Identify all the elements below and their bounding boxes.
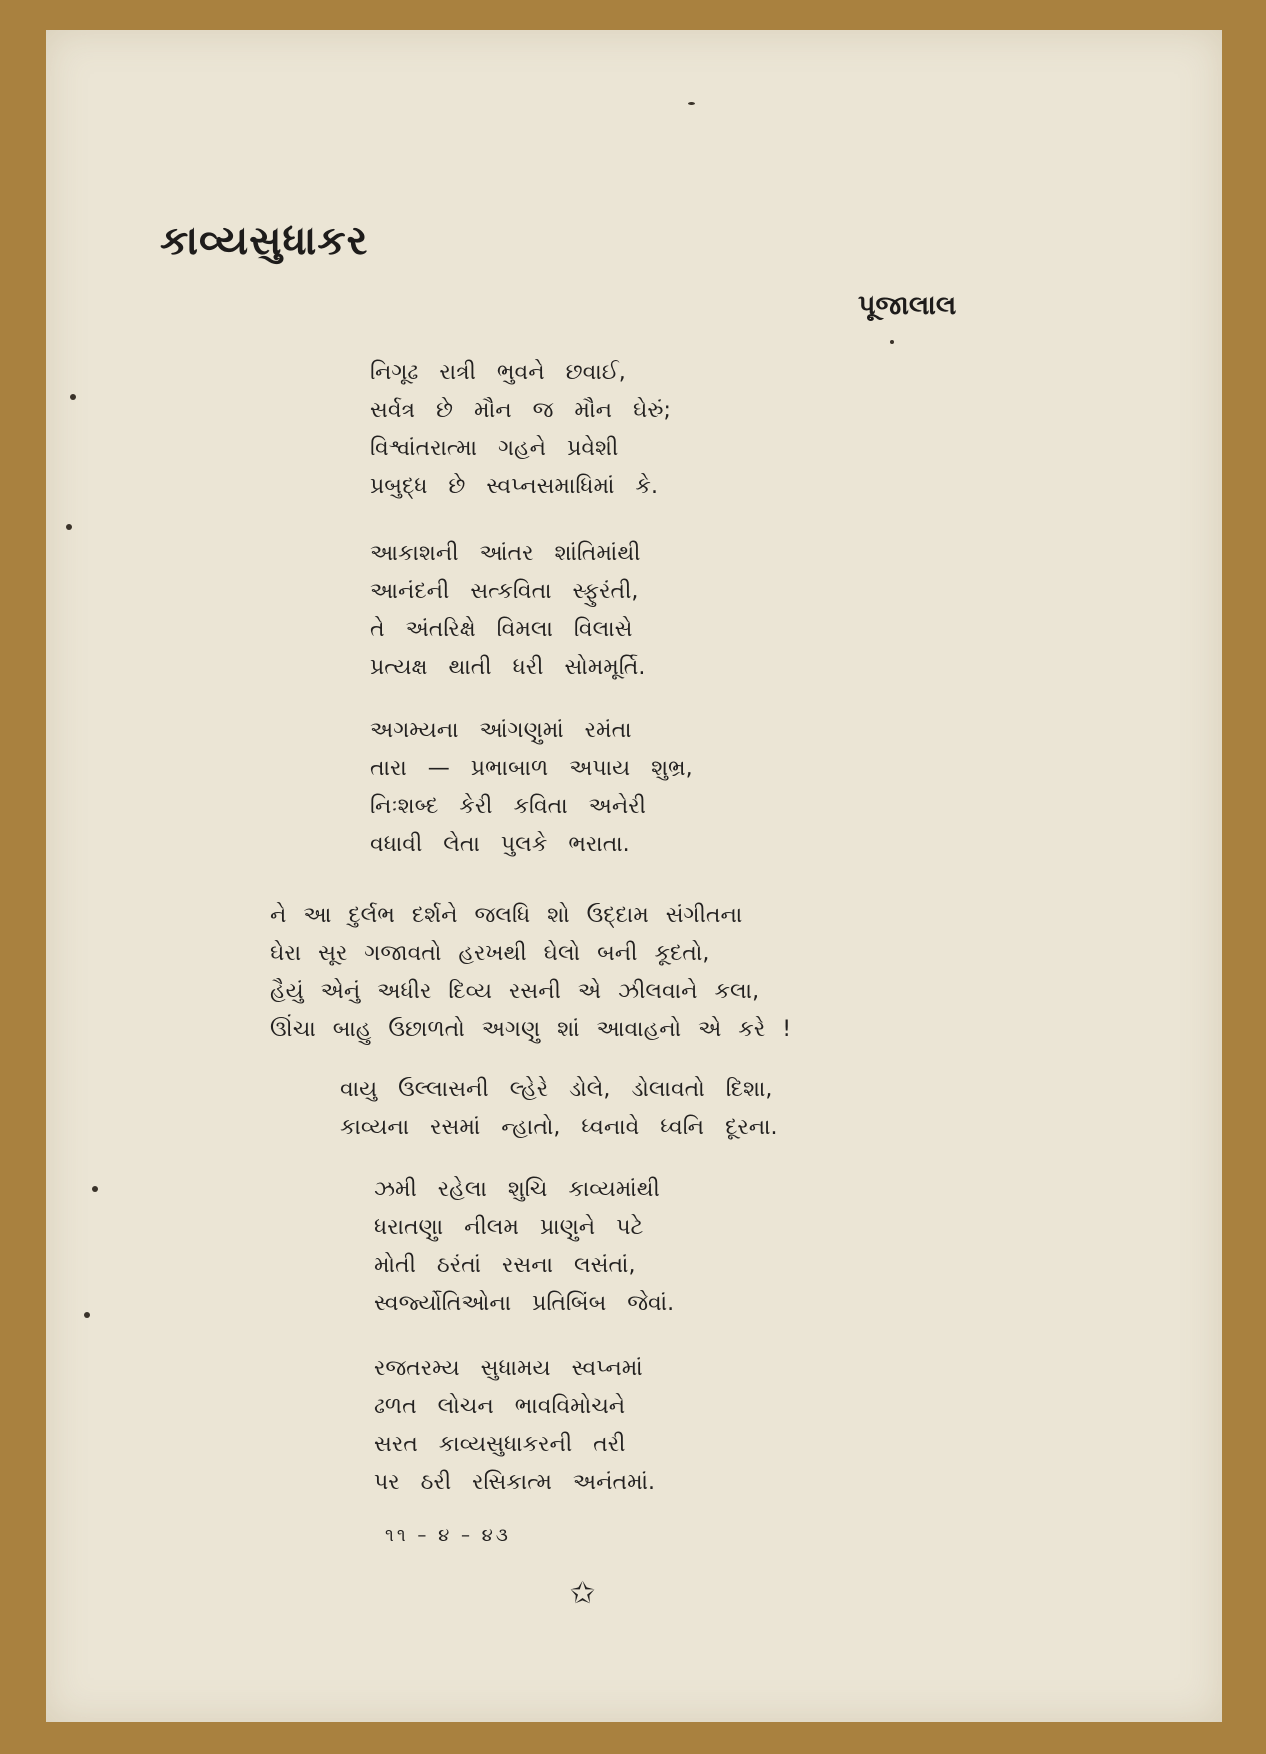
stanza-2	[370, 535, 645, 687]
poem-line: કાવ્યના રસમાં ન્હાતો, ધ્વનાવે ધ્વનિ દૂરના.	[340, 1115, 778, 1140]
ink-speck	[70, 394, 76, 400]
poem-line: રજતરમ્ય સુધામય સ્વપ્નમાં	[374, 1356, 643, 1381]
poem-line: તારા — પ્રભાબાળ અપાય શુભ્ર,	[370, 756, 693, 781]
poem-line: વાયુ ઉલ્લાસની લ્હેરે ડોલે, ડોલાવતો દિશા,	[340, 1077, 773, 1102]
stanza-1	[370, 354, 671, 506]
poem-line: ઝમી રહેલા શુચિ કાવ્યમાંથી	[374, 1177, 660, 1202]
poem-line: હૈયું એનું અધીર દિવ્ય રસની એ ઝીલવાને કલા,	[270, 979, 760, 1004]
ink-speck	[890, 340, 894, 344]
ink-speck	[688, 102, 695, 105]
poem-line: વિશ્વાંતરાત્મા ગહને પ્રવેશી	[370, 436, 619, 461]
poem-line: ને આ દુર્લભ દર્શને જલધિ શો ઉદ્દામ સંગીતના	[270, 903, 743, 928]
poem-line: પર ઠરી રસિકાત્મ અનંતમાં.	[374, 1470, 656, 1495]
poem-line: અગમ્યના આંગણુમાં રમંતા	[370, 718, 632, 743]
stanza-3	[370, 712, 693, 864]
poem-line: મોતી ઠરંતાં રસના લસંતાં,	[374, 1253, 636, 1278]
poem-line: ઊંચા બાહુ ઉછાળતો અગણુ શાં આવાહનો એ કરે !	[270, 1017, 792, 1042]
stanza-7	[374, 1350, 655, 1502]
poem-line: સર્વત્ર છે મૌન જ મૌન ઘેરું;	[370, 398, 671, 423]
poem-line: ઢળત લોચન ભાવવિમોચને	[374, 1394, 626, 1419]
poem-line: ધરાતણુા નીલમ પ્રાણુને પટે	[374, 1215, 644, 1240]
star-ornament-icon: ✩	[570, 1576, 596, 1611]
poem-line: નિગૂઢ રાત્રી ભુવને છવાઈ,	[370, 360, 626, 385]
poem-line: સરત કાવ્યસુધાકરની તરી	[374, 1432, 626, 1457]
poem-line: આનંદની સત્કવિતા સ્ફુરંતી,	[370, 579, 639, 604]
poem-line: ઘેરા સૂર ગજાવતો હરખથી ઘેલો બની કૂદતો,	[270, 941, 710, 966]
poem-title: કાવ્યસુધાકર	[160, 218, 369, 264]
stanza-4	[270, 897, 791, 1049]
ink-speck	[92, 1186, 98, 1192]
poem-line: તે અંતરિક્ષે વિમલા વિલાસે	[370, 617, 633, 642]
poem-line: આકાશની આંતર શાંતિમાંથી	[370, 541, 641, 566]
poem-author: પૂજાલાલ	[858, 290, 957, 321]
stanza-6	[374, 1171, 674, 1323]
stanza-5	[340, 1071, 778, 1147]
poem-date: ૧૧ – ૪ – ૪૩	[385, 1525, 511, 1546]
poem-line: સ્વર્જ્યોતિઓના પ્રતિબિંબ જેવાં.	[374, 1291, 675, 1316]
ink-speck	[66, 524, 72, 530]
ink-speck	[84, 1312, 90, 1318]
poem-line: વધાવી લેતા પુલકે ભરાતા.	[370, 832, 630, 857]
poem-line: નિઃશબ્દ કેરી કવિતા અનેરી	[370, 794, 646, 819]
poem-line: પ્રત્યક્ષ થાતી ધરી સોમમૂર્તિ.	[370, 655, 646, 680]
poem-line: પ્રબુદ્ધ છે સ્વપ્નસમાધિમાં કે.	[370, 474, 658, 499]
